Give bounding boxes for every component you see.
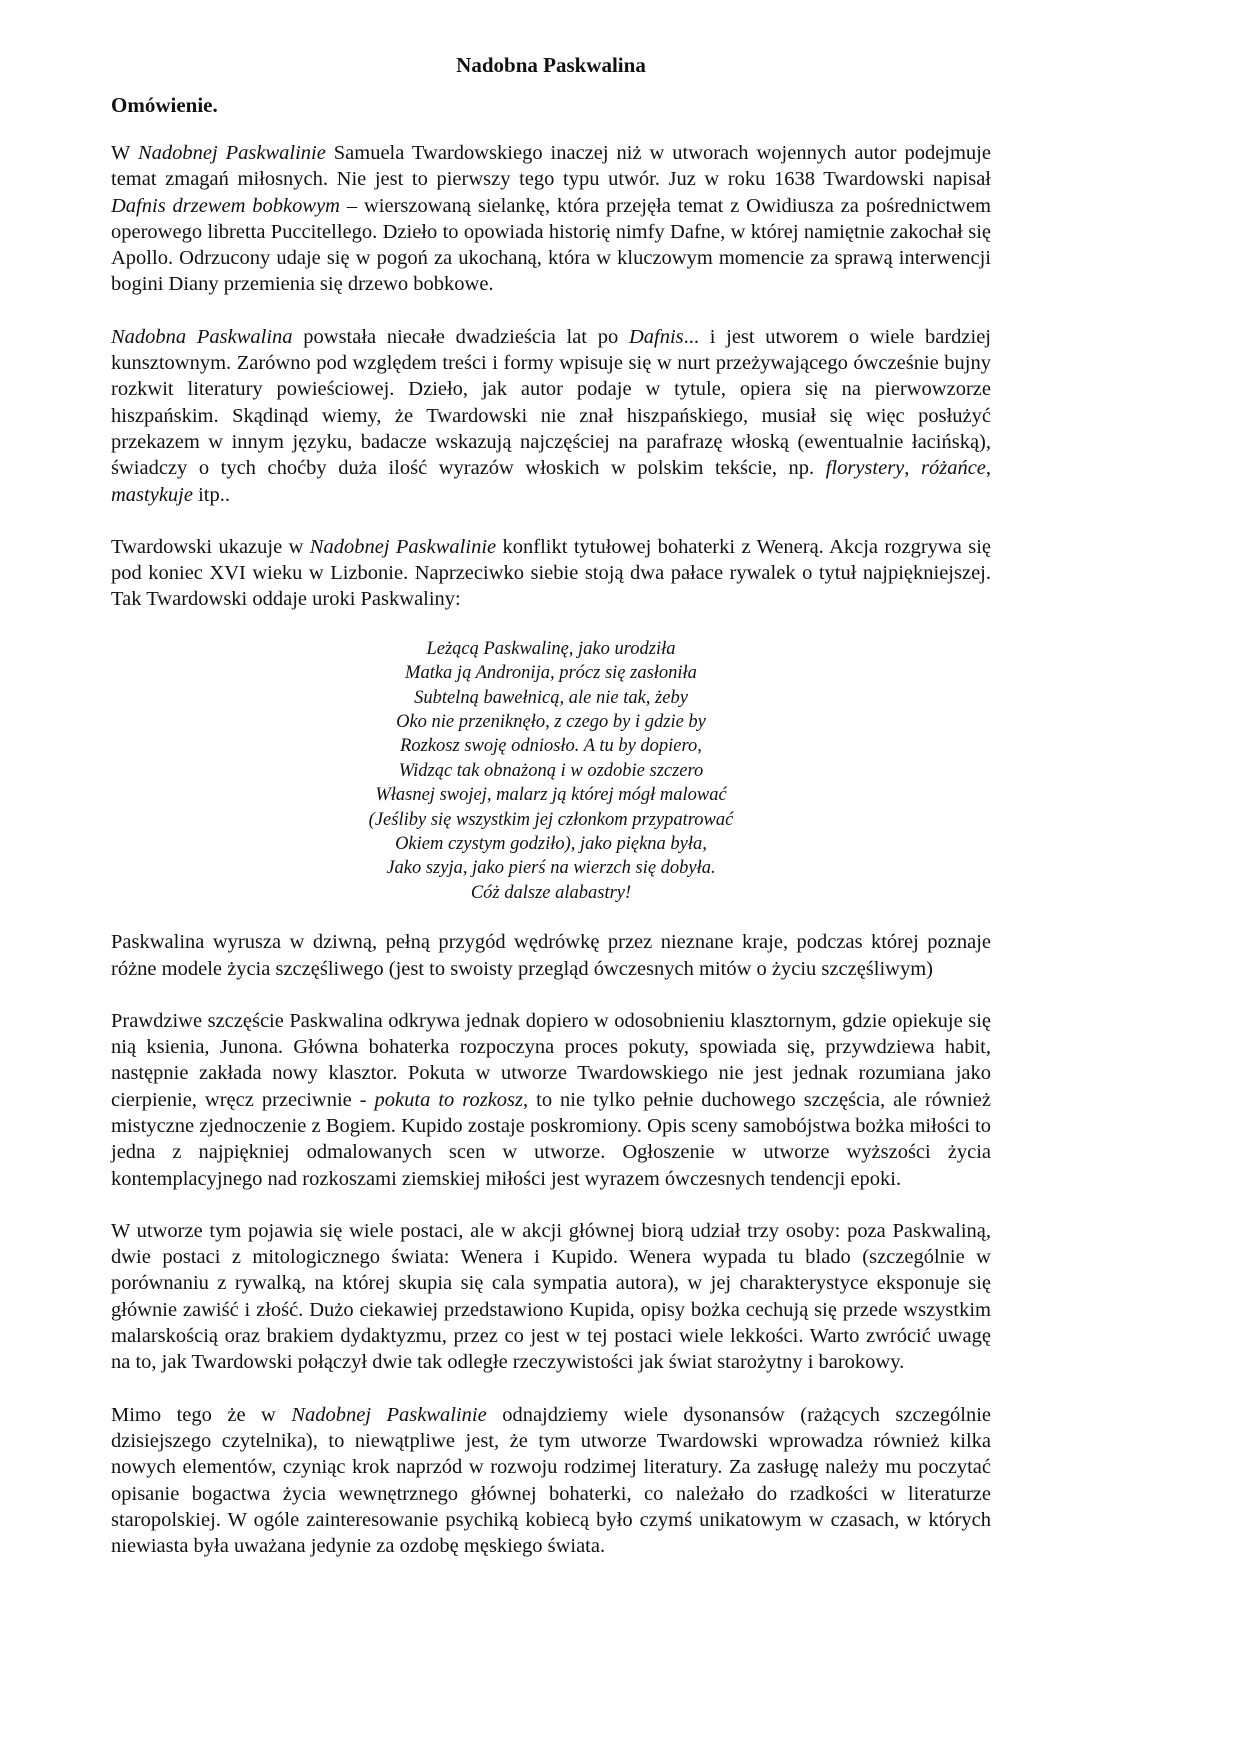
poem-line: Jako szyja, jako pierś na wierzch się dobyła. <box>386 858 716 879</box>
paragraph <box>111 140 991 298</box>
poem-quote <box>111 637 991 905</box>
text-run: ... i jest utworem o wiele bardziej kunsztownym. Zarówno pod względem treści i formy wpisuje się w nurt przeżywającego ówcześnie bujny rozkwit literatury powieściowej. Dzieło, jak autor podaje w tytule, opiera się na pierwowzorze hiszpańskim. Skądinąd wiemy, że Twardowski nie znał hiszpańskiego, musiał się więc posłużyć przekazem w innym języku, badacze wskazują najczęściej na parafrazę włoską (ewentualnie łacińską), świadczy o tych choćby duża ilość wyrazów włoskich w polskim tekście, np. <box>111 325 991 480</box>
text-run: Mimo tego że w <box>111 1403 292 1426</box>
italic-text: pokuta to rozkosz <box>374 1088 524 1111</box>
text-run: Twardowski ukazuje w <box>111 535 310 558</box>
italic-text: florystery <box>825 457 905 480</box>
poem-line: Subtelną bawełnicą, ale nie tak, żeby <box>414 687 688 708</box>
paragraphs-before-poem <box>111 140 991 613</box>
document-title: Nadobna Paskwalina <box>456 53 646 77</box>
italic-text: Dafnis <box>628 325 684 348</box>
text-run: Prawdziwe szczęście Paskwalina odkrywa jednak dopiero w odosobnieniu klasztornym, gdzie opiekuje się nią ksienia, Junona. Główna bohaterka rozpoczyna proces pokuty, spowiada się, przywdziewa habit, następnie zakłada nowy klasztor. Pokuta w utworze Twardowskiego nie jest jednak rozumiana jako cierpienie, wręcz przeciwnie - <box>111 1009 991 1111</box>
poem-line: Oko nie przeniknęło, z czego by i gdzie by <box>396 711 706 732</box>
poem-line: Rozkosz swoję odniosło. A tu by dopiero, <box>400 736 702 757</box>
document-page <box>111 52 991 1585</box>
text-run: W utworze tym pojawia się wiele postaci, ale w akcji głównej biorą udział trzy osoby: poza Paskwaliną, dwie postaci z mitologicznego świata: Wenera i Kupido. Wenera wypada tu blado (szczególnie w porównaniu z rywalką, na której skupia się cala sympatia autora), w jej charakterystyce eksponuje się głównie zawiść i złość. Dużo ciekawiej przedstawiono Kupida, opisy bożka cechują się przede wszystkim malarskością oraz brakiem dydaktyzmu, przez co jest w tej postaci wiele lekkości. Warto zwrócić uwagę na to, jak Twardowski połączył dwie tak odległe rzeczywistości jak świat starożytny i barokowy. <box>111 1219 991 1374</box>
italic-text: Nadobna Paskwalina <box>111 325 293 348</box>
italic-text: różańce <box>920 457 986 480</box>
text-run: , <box>985 457 992 480</box>
text-run: W <box>111 142 138 164</box>
paragraph <box>111 1402 991 1560</box>
paragraph <box>111 324 991 508</box>
text-run: Samuela Twardowskiego inaczej niż w utworach wojennych autor podejmuje temat zmagań miłosnych. Nie jest to pierwszy tego typu utwór. Juz w roku 1638 Twardowski napisał <box>111 142 991 191</box>
text-run: itp.. <box>192 483 231 506</box>
italic-text: mastykuje <box>111 483 193 506</box>
paragraph <box>111 1008 991 1192</box>
text-run: , <box>904 457 921 480</box>
text-run: konflikt tytułowej bohaterki z Wenerą. Akcja rozgrywa się pod koniec XVI wieku w Lizbonie. Naprzeciwko siebie stoją dwa pałace rywalek o tytuł najpiękniejszej. Tak Twardowski oddaje uroki Paskwaliny: <box>111 535 991 611</box>
poem-line: Widząc tak obnażoną i w ozdobie szczero <box>398 760 704 781</box>
paragraph <box>111 534 991 613</box>
italic-text: Nadobnej Paskwalinie <box>291 1403 487 1426</box>
paragraphs-after-poem <box>111 929 991 1559</box>
poem-line: Okiem czystym godziło), jako piękna była, <box>395 834 707 854</box>
poem-line: Własnej swojej, malarz ją której mógł malować <box>375 785 727 806</box>
poem-line: Matka ją Andronija, prócz się zasłoniła <box>405 663 697 684</box>
italic-text: Dafnis drzewem bobkowym <box>111 194 340 217</box>
text-run: Paskwalina wyrusza w dziwną, pełną przygód wędrówkę przez nieznane kraje, podczas której poznaje różne modele życia szczęśliwego (jest to swoisty przegląd ówczesnych mitów o życiu szczęśliwym) <box>111 931 991 980</box>
text-run: , to nie tylko pełnie duchowego szczęścia, ale również mistyczne zjednoczenie z Bogiem. Kupido zostaje poskromiony. Opis sceny samobójstwa bożka miłości to jedna z najpiękniej odmalowanych scen w utworze. Ogłoszenie w utworze wyższości życia kontemplacyjnego nad rozkoszami ziemskiej miłości jest wyrazem ówczesnych tendencji epoki. <box>111 1088 992 1190</box>
italic-text: Nadobnej Paskwalinie <box>309 535 497 558</box>
poem-line: Cóż dalsze alabastry! <box>470 882 632 903</box>
italic-text: Nadobnej Paskwalinie <box>137 142 326 164</box>
poem-line: Leżącą Paskwalinę, jako urodziła <box>426 638 676 659</box>
text-run: powstała niecałe dwadzieścia lat po <box>292 325 629 348</box>
paragraph <box>111 1218 991 1376</box>
document-subtitle: Omówienie. <box>111 93 218 117</box>
text-run: odnajdziemy wiele dysonansów (rażących szczególnie dzisiejszego czytelnika), to niewątpliwe jest, że tym utworze Twardowski wprowadza również kilka nowych elementów, czyniąc krok naprzód w rozwoju rodzimej literatury. Za zasługę należy mu poczytać opisanie bogactwa życia wewnętrznego głównej bohaterki, co należało do rzadkości w literaturze staropolskiej. W ogóle zainteresowanie psychiką kobiecą było czymś unikatowym w czasach, w których niewiasta była uważana jedynie za ozdobę męskiego świata. <box>111 1403 991 1558</box>
poem-line: (Jeśliby się wszystkim jej członkom przypatrować <box>368 809 734 830</box>
text-run: – wierszowaną sielankę, która przejęła temat z Owidiusza za pośrednictwem operowego libretta Puccitellego. Dzieło to opowiada historię nimfy Dafne, w której namiętnie zakochał się Apollo. Odrzucony udaje się w pogoń za ukochaną, która w kluczowym momencie za sprawą interwencji bogini Diany przemienia się drzewo bobkowe. <box>111 194 991 296</box>
paragraph <box>111 929 991 982</box>
